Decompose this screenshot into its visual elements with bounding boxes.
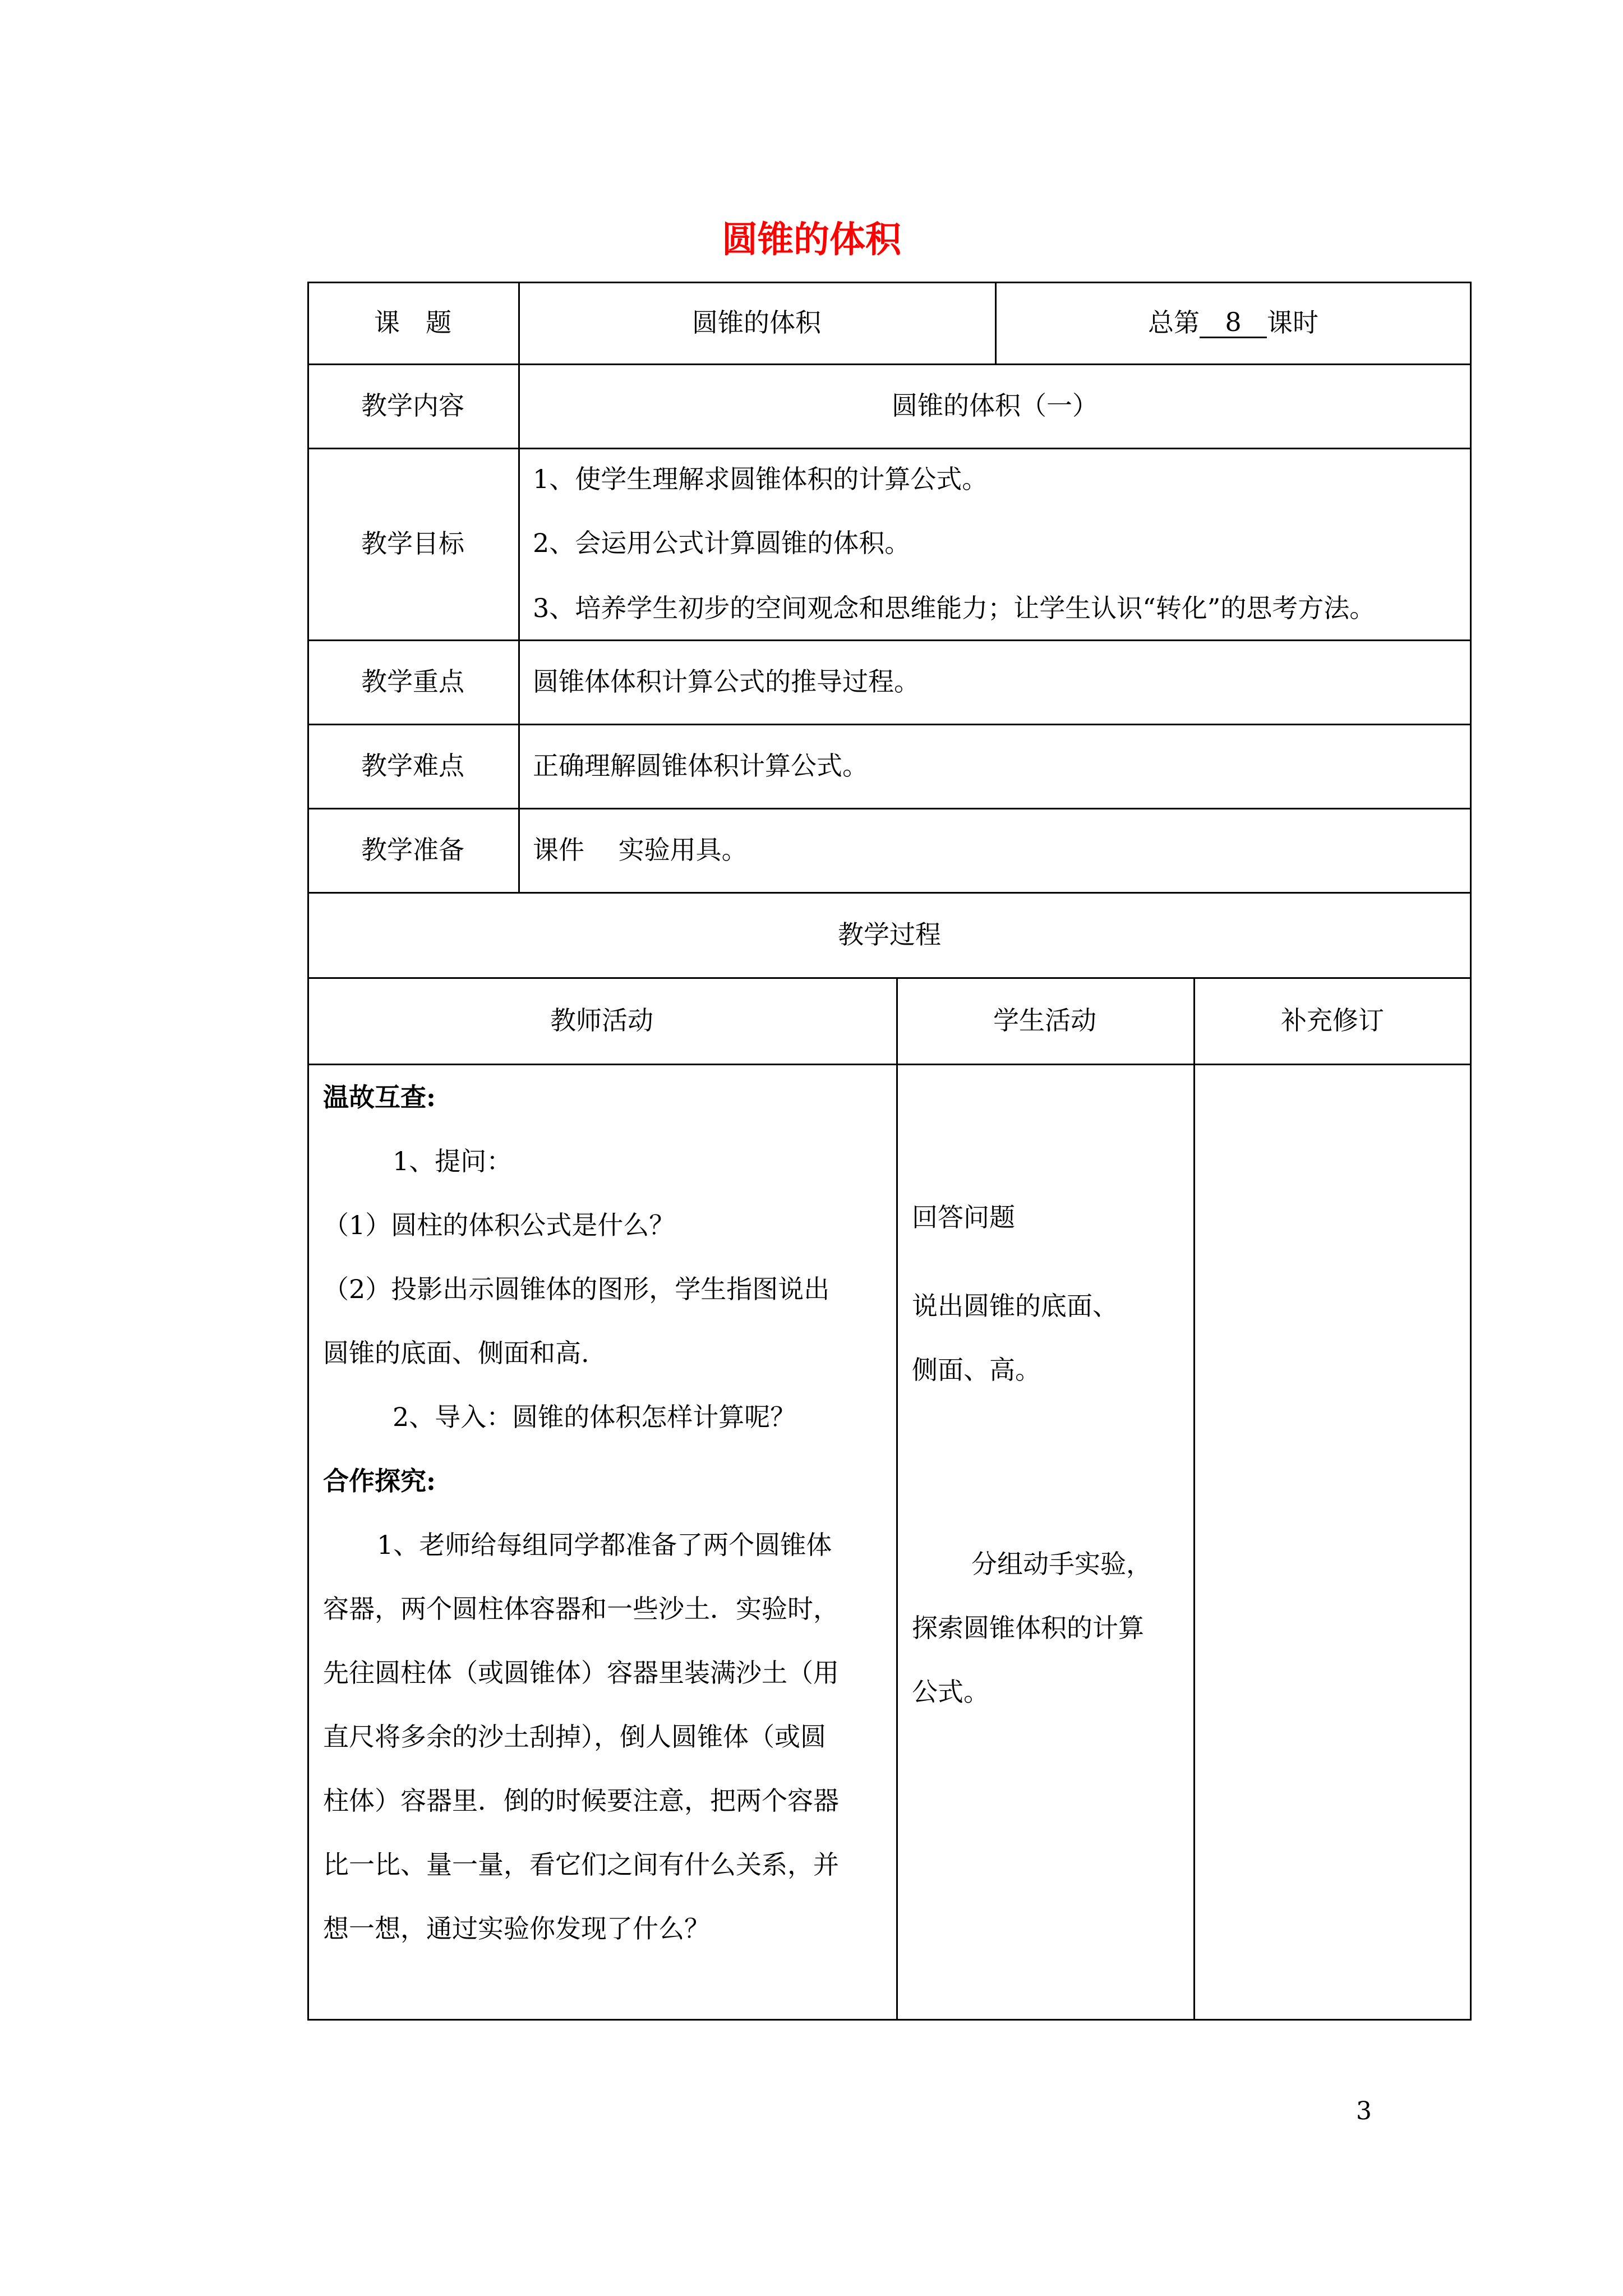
explore-line: 直尺将多余的沙土刮掉），倒人圆锥体（或圆: [323, 1722, 826, 1752]
question-1: （1）圆柱的体积公式是什么？: [323, 1210, 675, 1240]
explore-line: 想一想，通过实验你发现了什么？: [323, 1913, 710, 1944]
column-divider: [1193, 977, 1195, 2021]
question-intro: 1、提问：: [393, 1146, 513, 1176]
topic-value: 圆锥的体积: [692, 307, 821, 338]
review-heading: 温故互查:: [323, 1082, 436, 1112]
table-border-bottom: [307, 2019, 1472, 2021]
goal-item: 3、培养学生初步的空间观念和思维能力；让学生认识“转化”的思考方法。: [533, 593, 1376, 623]
explore-line: 先往圆柱体（或圆锥体）容器里装满沙土（用: [323, 1658, 839, 1688]
explore-line: 柱体）容器里．倒的时候要注意，把两个容器: [323, 1786, 839, 1816]
student-describe-line-1: 说出圆锥的底面、: [912, 1291, 1118, 1321]
lesson-prefix: 总第: [1148, 307, 1200, 338]
student-answer: 回答问题: [912, 1202, 1015, 1232]
content-value: 圆锥的体积（一）: [892, 390, 1098, 421]
key-point-label: 教学重点: [361, 666, 464, 697]
lesson-number: 8: [1200, 307, 1267, 338]
column-student-activity: 学生活动: [993, 1005, 1096, 1036]
student-experiment-line: 探索圆锥体积的计算: [912, 1613, 1144, 1643]
goals-label: 教学目标: [361, 528, 464, 559]
explore-line: 1、老师给每组同学都准备了两个圆锥体: [377, 1530, 832, 1560]
goal-item: 2、会运用公式计算圆锥的体积。: [533, 528, 911, 558]
column-revision: 补充修订: [1281, 1005, 1384, 1036]
topic-label: 课 题: [374, 307, 451, 338]
column-teacher-activity: 教师活动: [550, 1005, 653, 1036]
lesson-suffix: 课时: [1267, 307, 1318, 338]
difficulty-value: 正确理解圆锥体积计算公式。: [533, 751, 868, 781]
student-describe-line-2: 侧面、高。: [912, 1355, 1041, 1385]
prep-value: 课件 实验用具。: [533, 835, 748, 865]
explore-line: 比一比、量一量，看它们之间有什么关系，并: [323, 1849, 839, 1880]
column-divider: [896, 977, 898, 2021]
page-title: 圆锥的体积: [722, 219, 901, 261]
key-point-value: 圆锥体体积计算公式的推导过程。: [533, 666, 920, 697]
row-divider: [307, 1064, 1472, 1065]
process-heading: 教学过程: [838, 919, 941, 950]
explore-heading: 合作探究:: [323, 1466, 436, 1496]
prep-label: 教学准备: [361, 835, 464, 865]
import-question: 2、导入：圆锥的体积怎样计算呢？: [393, 1402, 796, 1432]
student-experiment-line: 分组动手实验，: [971, 1549, 1152, 1579]
student-experiment-line: 公式。: [912, 1677, 989, 1707]
lesson-plan-table: [307, 282, 1472, 2021]
difficulty-label: 教学难点: [361, 751, 464, 781]
question-2-line-2: 圆锥的底面、侧面和高.: [323, 1338, 589, 1368]
goal-item: 1、使学生理解求圆锥体积的计算公式。: [533, 464, 988, 494]
question-2-line-1: （2）投影出示圆锥体的图形，学生指图说出: [323, 1274, 830, 1304]
table-border-right: [1470, 282, 1472, 2021]
page-number: 3: [1356, 2097, 1372, 2125]
explore-line: 容器，两个圆柱体容器和一些沙土．实验时，: [323, 1594, 839, 1624]
content-label: 教学内容: [361, 390, 464, 421]
lesson-count: [995, 282, 1472, 364]
